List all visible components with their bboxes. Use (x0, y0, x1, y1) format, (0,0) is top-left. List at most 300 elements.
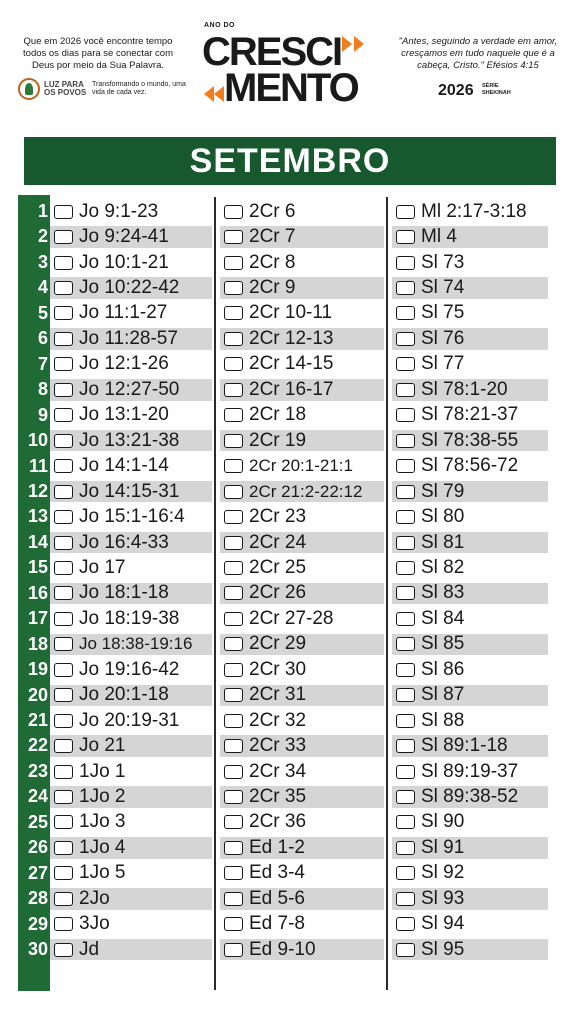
reading-checkbox[interactable] (54, 332, 73, 346)
reading-reference: Sl 77 (421, 353, 465, 375)
row-stripe (392, 328, 548, 349)
reading-reference: Jo 20:1-18 (79, 684, 169, 706)
reading-checkbox[interactable] (54, 586, 73, 600)
reading-row (392, 454, 548, 479)
row-stripe (50, 837, 212, 858)
reading-checkbox[interactable] (54, 866, 73, 880)
day-number: 20 (27, 684, 48, 705)
reading-row (392, 759, 548, 784)
reading-row (220, 301, 384, 326)
reading-row (50, 708, 212, 733)
reading-checkbox[interactable] (224, 688, 243, 702)
reading-row (220, 784, 384, 809)
reading-checkbox[interactable] (224, 765, 243, 779)
luz-logo-icon (18, 78, 40, 100)
reading-row (392, 683, 548, 708)
reading-row (392, 301, 548, 326)
row-stripe (392, 837, 548, 858)
reading-reference: 1Jo 4 (79, 836, 126, 858)
reading-reference: Ed 9-10 (249, 938, 316, 960)
reading-reference: Sl 76 (421, 327, 465, 349)
serie-label: SÉRIE SHEKINAH (482, 83, 511, 96)
reading-reference: Ed 7-8 (249, 913, 305, 935)
row-stripe (392, 354, 548, 375)
row-stripe (392, 557, 548, 578)
reading-checkbox[interactable] (54, 408, 73, 422)
day-number: 19 (27, 659, 48, 680)
reading-row (50, 937, 212, 962)
reading-checkbox[interactable] (396, 332, 415, 346)
header-quote: "Antes, seguindo a verdade em amor, cresçamos em tudo naquele que é a cabeça, Cristo." Efésios 4:15 (398, 36, 558, 71)
row-stripe (50, 863, 212, 884)
reading-checkbox[interactable] (54, 663, 73, 677)
reading-row (50, 810, 212, 835)
reading-row (220, 759, 384, 784)
reading-reference: 3Jo (79, 913, 110, 935)
reading-checkbox[interactable] (224, 306, 243, 320)
reading-row (392, 784, 548, 809)
reading-reference: Jo 14:1-14 (79, 455, 169, 477)
chevron-icon (354, 36, 364, 52)
reading-checkbox[interactable] (224, 510, 243, 524)
reading-reference: Sl 79 (421, 480, 465, 502)
reading-checkbox[interactable] (224, 612, 243, 626)
reading-reference: 2Cr 35 (249, 786, 307, 808)
reading-reference: Sl 75 (421, 302, 465, 324)
reading-row (392, 886, 548, 911)
reading-reference: 2Cr 20:1-21:1 (249, 456, 353, 476)
reading-checkbox[interactable] (396, 612, 415, 626)
reading-reference: Jo 14:15-31 (79, 480, 180, 502)
reading-reference: Ml 2:17-3:18 (421, 200, 527, 222)
reading-checkbox[interactable] (54, 790, 73, 804)
reading-row (220, 937, 384, 962)
reading-checkbox[interactable] (54, 205, 73, 219)
reading-row (392, 479, 548, 504)
reading-checkbox[interactable] (396, 586, 415, 600)
reading-row (220, 861, 384, 886)
day-number: 22 (27, 735, 48, 756)
row-stripe (50, 939, 212, 960)
reading-reference: 2Cr 21:2-22:12 (249, 481, 363, 501)
row-stripe (392, 226, 548, 247)
reading-reference: Sl 73 (421, 251, 465, 273)
reading-row (50, 454, 212, 479)
reading-checkbox[interactable] (224, 866, 243, 880)
reading-checkbox[interactable] (54, 688, 73, 702)
reading-row (220, 454, 384, 479)
row-stripe (392, 659, 548, 680)
day-number: 6 (37, 328, 48, 349)
reading-reference: Sl 83 (421, 582, 465, 604)
reading-reference: Sl 89:38-52 (421, 786, 519, 808)
reading-reference: Sl 86 (421, 658, 465, 680)
reading-reference: Sl 95 (421, 938, 465, 960)
day-number: 26 (27, 837, 48, 858)
reading-row (50, 886, 212, 911)
reading-checkbox[interactable] (54, 281, 73, 295)
reading-checkbox[interactable] (54, 612, 73, 626)
row-stripe (392, 506, 548, 527)
row-stripe (392, 888, 548, 909)
row-stripe (50, 557, 212, 578)
reading-checkbox[interactable] (396, 561, 415, 575)
reading-row (392, 326, 548, 351)
row-stripe (392, 939, 548, 960)
row-stripe (392, 914, 548, 935)
header (0, 0, 576, 130)
column-divider (214, 197, 216, 990)
row-stripe (50, 914, 212, 935)
reading-reference: Sl 91 (421, 836, 465, 858)
reading-reference: 2Cr 10-11 (249, 302, 333, 324)
reading-row (50, 606, 212, 631)
day-number: 8 (37, 379, 48, 400)
reading-row (392, 530, 548, 555)
reading-checkbox[interactable] (224, 383, 243, 397)
reading-checkbox[interactable] (54, 561, 73, 575)
reading-row (392, 810, 548, 835)
reading-row (220, 912, 384, 937)
reading-checkbox[interactable] (224, 536, 243, 550)
reading-row (50, 683, 212, 708)
reading-reference: Jo 17 (79, 556, 126, 578)
reading-row (220, 657, 384, 682)
reading-row (392, 733, 548, 758)
reading-checkbox[interactable] (54, 434, 73, 448)
column-divider (386, 197, 388, 990)
month-banner: SETEMBRO (24, 137, 556, 185)
reading-reference: Jo 18:38-19:16 (79, 634, 193, 654)
reading-checkbox[interactable] (396, 281, 415, 295)
reading-row (392, 657, 548, 682)
reading-checkbox[interactable] (54, 943, 73, 957)
reading-reference: Jo 13:1-20 (79, 404, 169, 426)
reading-reference: 2Cr 26 (249, 582, 307, 604)
reading-checkbox[interactable] (224, 892, 243, 906)
reading-checkbox[interactable] (54, 306, 73, 320)
day-number: 9 (37, 404, 48, 425)
reading-checkbox[interactable] (396, 688, 415, 702)
reading-reference: 2Cr 16-17 (249, 378, 334, 400)
reading-reference: 2Cr 30 (249, 658, 307, 680)
reading-checkbox[interactable] (224, 434, 243, 448)
reading-checkbox[interactable] (396, 536, 415, 550)
row-stripe (392, 634, 548, 655)
reading-checkbox[interactable] (54, 917, 73, 931)
row-stripe (392, 583, 548, 604)
luz-tagline: Transformando o mundo, uma vida de cada vez. (92, 81, 186, 96)
reading-checkbox[interactable] (224, 714, 243, 728)
reading-checkbox[interactable] (396, 866, 415, 880)
reading-row (392, 555, 548, 580)
reading-reference: 2Cr 31 (249, 684, 307, 706)
row-stripe (392, 532, 548, 553)
reading-row (50, 428, 212, 453)
day-number: 28 (27, 888, 48, 909)
reading-row (220, 224, 384, 249)
day-number: 17 (27, 608, 48, 629)
reading-row (50, 784, 212, 809)
row-stripe (392, 812, 548, 833)
reading-row (50, 733, 212, 758)
day-number: 18 (27, 633, 48, 654)
reading-row (50, 555, 212, 580)
reading-row (50, 352, 212, 377)
reading-checkbox[interactable] (396, 485, 415, 499)
day-number: 2 (37, 226, 48, 247)
reading-checkbox[interactable] (54, 383, 73, 397)
reading-row (392, 250, 548, 275)
reading-checkbox[interactable] (396, 917, 415, 931)
reading-checkbox[interactable] (224, 332, 243, 346)
reading-checkbox[interactable] (224, 739, 243, 753)
reading-checkbox[interactable] (54, 714, 73, 728)
reading-row (392, 352, 548, 377)
day-number: 16 (27, 582, 48, 603)
day-number: 15 (27, 557, 48, 578)
reading-row (220, 250, 384, 275)
reading-checkbox[interactable] (54, 510, 73, 524)
reading-checkbox[interactable] (54, 765, 73, 779)
reading-checkbox[interactable] (396, 357, 415, 371)
reading-checkbox[interactable] (54, 485, 73, 499)
reading-row (392, 606, 548, 631)
reading-checkbox[interactable] (224, 815, 243, 829)
luz-para-os-povos-brand (18, 78, 188, 100)
reading-row (392, 403, 548, 428)
row-stripe (50, 786, 212, 807)
day-number: 24 (27, 786, 48, 807)
reading-row (220, 606, 384, 631)
reading-row (50, 912, 212, 937)
reading-checkbox[interactable] (224, 205, 243, 219)
reading-checkbox[interactable] (396, 306, 415, 320)
reading-reference: Sl 87 (421, 684, 465, 706)
reading-checkbox[interactable] (396, 408, 415, 422)
reading-row (392, 428, 548, 453)
logo-line-1: CRESCI (202, 30, 342, 74)
reading-row (50, 403, 212, 428)
row-stripe (50, 888, 212, 909)
row-stripe (392, 277, 548, 298)
row-stripe (392, 481, 548, 502)
reading-reference: Jo 18:1-18 (79, 582, 169, 604)
reading-reference: 2Cr 7 (249, 226, 296, 248)
reading-reference: Sl 90 (421, 811, 465, 833)
reading-reference: Ed 1-2 (249, 836, 305, 858)
reading-reference: 2Cr 24 (249, 531, 307, 553)
day-number: 4 (37, 277, 48, 298)
reading-row (220, 326, 384, 351)
row-stripe (392, 710, 548, 731)
reading-row (50, 224, 212, 249)
reading-row (392, 377, 548, 402)
reading-checkbox[interactable] (54, 637, 73, 651)
day-number: 12 (27, 480, 48, 501)
reading-row (50, 326, 212, 351)
row-stripe (50, 735, 212, 756)
reading-row (220, 632, 384, 657)
reading-reference: 2Cr 12-13 (249, 327, 334, 349)
reading-checkbox[interactable] (54, 357, 73, 371)
day-number: 30 (27, 939, 48, 960)
reading-row (50, 504, 212, 529)
reading-row (220, 530, 384, 555)
reading-checkbox[interactable] (396, 943, 415, 957)
reading-reference: 1Jo 5 (79, 862, 126, 884)
reading-reference: Jo 9:1-23 (79, 200, 159, 222)
reading-checkbox[interactable] (224, 256, 243, 270)
row-stripe (220, 252, 384, 273)
reading-row (392, 912, 548, 937)
reading-reference: 2Cr 19 (249, 429, 307, 451)
row-stripe (50, 761, 212, 782)
reading-reference: Sl 78:1-20 (421, 378, 508, 400)
day-number: 3 (37, 251, 48, 272)
reading-checkbox[interactable] (396, 434, 415, 448)
reading-checkbox[interactable] (54, 841, 73, 855)
reading-reference: Jo 12:1-26 (79, 353, 169, 375)
reading-checkbox[interactable] (396, 459, 415, 473)
reading-checkbox[interactable] (396, 714, 415, 728)
reading-row (220, 504, 384, 529)
reading-checkbox[interactable] (54, 739, 73, 753)
reading-checkbox[interactable] (224, 663, 243, 677)
reading-reference: 2Cr 6 (249, 200, 296, 222)
reading-plan-grid (18, 195, 558, 991)
reading-reference: Sl 78:21-37 (421, 404, 519, 426)
day-number: 14 (27, 531, 48, 552)
reading-reference: Jo 11:1-27 (79, 302, 168, 324)
reading-checkbox[interactable] (396, 765, 415, 779)
reading-checkbox[interactable] (54, 459, 73, 473)
reading-row (392, 835, 548, 860)
reading-checkbox[interactable] (396, 815, 415, 829)
reading-reference: Sl 80 (421, 506, 465, 528)
reading-checkbox[interactable] (224, 485, 243, 499)
reading-checkbox[interactable] (224, 917, 243, 931)
reading-row (50, 479, 212, 504)
reading-checkbox[interactable] (224, 790, 243, 804)
header-left-text: Que em 2026 você encontre tempo todos os dias para se conectar com Deus por meio da Sua Palavra. (23, 36, 173, 71)
reading-reference: Sl 92 (421, 862, 465, 884)
reading-reference: 1Jo 2 (79, 786, 126, 808)
reading-row (392, 708, 548, 733)
reading-checkbox[interactable] (224, 586, 243, 600)
reading-row (220, 403, 384, 428)
reading-checkbox[interactable] (54, 892, 73, 906)
reading-row (220, 810, 384, 835)
reading-reference: Jo 16:4-33 (79, 531, 169, 553)
reading-checkbox[interactable] (396, 790, 415, 804)
reading-checkbox[interactable] (396, 892, 415, 906)
reading-checkbox[interactable] (224, 357, 243, 371)
reading-row (392, 937, 548, 962)
chevron-icon (342, 36, 352, 52)
reading-checkbox[interactable] (224, 281, 243, 295)
reading-reference: Jo 13:21-38 (79, 429, 180, 451)
reading-reference: Jo 11:28-57 (79, 327, 178, 349)
reading-row (50, 530, 212, 555)
reading-checkbox[interactable] (54, 230, 73, 244)
reading-checkbox[interactable] (224, 637, 243, 651)
reading-checkbox[interactable] (224, 561, 243, 575)
reading-reference: Jd (79, 938, 100, 960)
reading-checkbox[interactable] (224, 943, 243, 957)
day-number: 5 (37, 302, 48, 323)
reading-row (50, 250, 212, 275)
reading-reference: Ed 3-4 (249, 862, 305, 884)
reading-checkbox[interactable] (396, 383, 415, 397)
chevron-icon (214, 86, 224, 102)
reading-reference: 2Cr 29 (249, 633, 307, 655)
reading-reference: Jo 21 (79, 735, 126, 757)
reading-checkbox[interactable] (224, 408, 243, 422)
row-stripe (220, 277, 384, 298)
logo-line-2: MENTO (224, 66, 358, 110)
reading-checkbox[interactable] (396, 739, 415, 753)
reading-row (50, 581, 212, 606)
reading-row (220, 733, 384, 758)
reading-reference: Sl 89:1-18 (421, 735, 508, 757)
reading-reference: Jo 9:24-41 (79, 226, 169, 248)
reading-row (392, 504, 548, 529)
reading-reference: Ml 4 (421, 226, 457, 248)
reading-checkbox[interactable] (396, 637, 415, 651)
reading-checkbox[interactable] (396, 841, 415, 855)
reading-row (220, 352, 384, 377)
reading-reference: Ed 5-6 (249, 887, 305, 909)
reading-checkbox[interactable] (224, 230, 243, 244)
reading-checkbox[interactable] (224, 459, 243, 473)
reading-reference: Sl 94 (421, 913, 465, 935)
row-stripe (392, 685, 548, 706)
reading-reference: Sl 85 (421, 633, 465, 655)
reading-reference: Sl 89:19-37 (421, 760, 519, 782)
reading-reference: Sl 84 (421, 607, 465, 629)
reading-checkbox[interactable] (54, 256, 73, 270)
reading-reference: Sl 81 (421, 531, 465, 553)
reading-row (220, 199, 384, 224)
reading-row (392, 861, 548, 886)
reading-checkbox[interactable] (396, 510, 415, 524)
reading-reference: 2Cr 23 (249, 506, 307, 528)
reading-reference: Sl 82 (421, 556, 465, 578)
day-number: 23 (27, 760, 48, 781)
reading-reference: Jo 12:27-50 (79, 378, 180, 400)
reading-reference: Sl 78:38-55 (421, 429, 519, 451)
chevron-icon (204, 86, 214, 102)
reading-reference: 2Cr 36 (249, 811, 307, 833)
reading-checkbox[interactable] (54, 536, 73, 550)
reading-reference: 2Cr 33 (249, 735, 307, 757)
reading-checkbox[interactable] (396, 205, 415, 219)
reading-reference: 2Cr 8 (249, 251, 296, 273)
reading-reference: Jo 19:16-42 (79, 658, 180, 680)
reading-checkbox[interactable] (224, 841, 243, 855)
reading-reference: Jo 10:22-42 (79, 277, 180, 299)
reading-checkbox[interactable] (396, 256, 415, 270)
reading-checkbox[interactable] (54, 815, 73, 829)
day-number: 13 (27, 506, 48, 527)
reading-reference: 2Cr 27-28 (249, 607, 334, 629)
reading-checkbox[interactable] (396, 230, 415, 244)
reading-row (220, 428, 384, 453)
reading-row (50, 199, 212, 224)
reading-checkbox[interactable] (396, 663, 415, 677)
row-stripe (220, 226, 384, 247)
